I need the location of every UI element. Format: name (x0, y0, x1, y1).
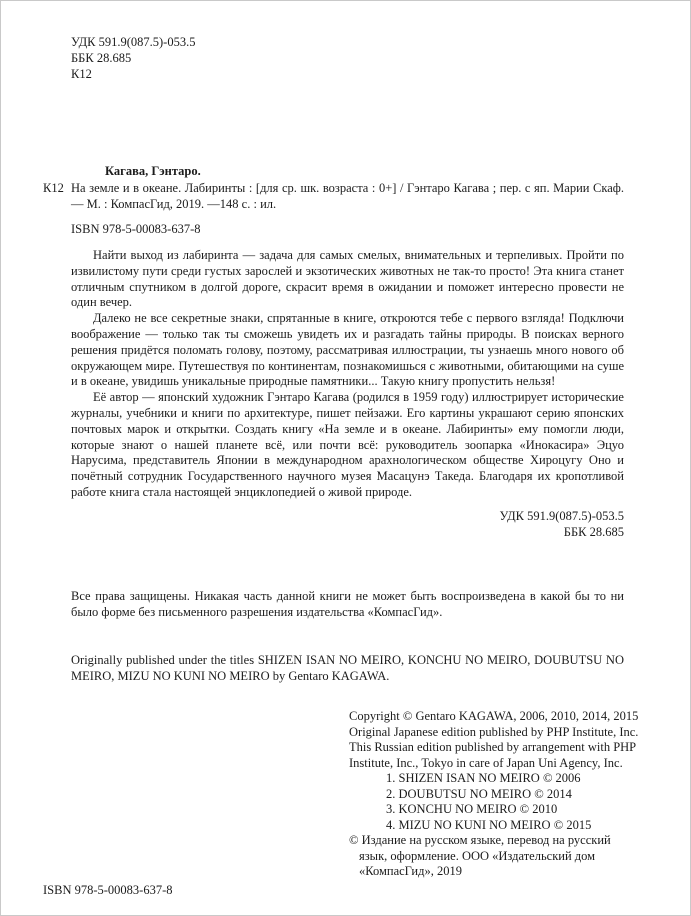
annotation-paragraph-3: Её автор — японский художник Гэнтаро Кагава (родился в 1959 году) иллюстрирует исторические журналы, учебники и книги по архитектуре, пишет пейзажи. Его картины украшают серию японских почтовых марок и открытки. Создать книгу «На земле и в океане. Лабиринты» ему помогли люди, которые знают о нашей планете всё, или почти всё: руководитель зоопарка «Инокасира» Эцуо Нарусима, представитель Японии в международном арахнологическом обществе Хироцугу Оно и почётный сотрудник Государственного научного музея Масацунэ Такеда. Благодаря их кропотливой работе книга стала настоящей энциклопедией о живой природе. (71, 390, 624, 499)
entry-description: На земле и в океане. Лабиринты : [для ср. шк. возраста : 0+] / Гэнтаро Кагава ; пер. с яп. Марии Скаф. — М. : КомпасГид, 2019. —148 с. : ил. (71, 181, 624, 211)
udk-code-top: УДК 591.9(087.5)-053.5 (71, 35, 196, 49)
russian-edition-line-2: язык, оформление. ООО «Издательский дом (359, 848, 596, 863)
bbk-code-top: ББК 28.685 (71, 50, 132, 65)
copyright-line-1: Copyright © Gentaro KAGAWA, 2006, 2010, 2014, 2015 (349, 709, 639, 723)
original-publication-text: Originally published under the titles SHIZEN ISAN NO MEIRO, KONCHU NO MEIRO, DOUBUTSU NO MEIRO, MIZU NO KUNI NO MEIRO by Gentaro KAGAWA. (71, 653, 624, 683)
entry-author-sign: К12 (43, 181, 64, 195)
copyright-title-3: 3. KONCHU NO MEIRO © 2010 (386, 802, 558, 816)
original-publication-notice (71, 653, 624, 685)
copyright-title-2: 2. DOUBUTSU NO MEIRO © 2014 (386, 786, 572, 801)
udk-code-bottom: УДК 591.9(087.5)-053.5 (499, 509, 624, 523)
copyright-title-4: 4. MIZU NO KUNI NO MEIRO © 2015 (386, 817, 592, 832)
author-sign-code: К12 (71, 66, 92, 81)
rights-text: Все права защищены. Никакая часть данной книги не может быть воспроизведена в какой бы то ни было форме без письменного разрешения издательства «КомпасГид». (71, 589, 624, 619)
russian-edition-line-3: «КомпасГид», 2019 (359, 864, 462, 878)
cataloging-codes-bottom (500, 509, 624, 541)
copyright-line-2: Original Japanese edition published by PHP Institute, Inc. (349, 724, 639, 739)
isbn-bottom: ISBN 978-5-00083-637-8 (43, 883, 173, 897)
bibliographic-entry (43, 181, 624, 213)
annotation-paragraph-1: Найти выход из лабиринта — задача для самых смелых, внимательных и терпеливых. Пройти по извилистому пути среди густых зарослей и экзотических животных не так-то просто! Эта книга станет отличным спутником в долгой дороге, скрасит время в ожидании и поможет интересно провести не один вечер. (71, 248, 624, 310)
copyright-block (349, 709, 679, 880)
author-name: Кагава, Гэнтаро. (105, 164, 201, 178)
copyright-line-4: Institute, Inc., Tokyo in care of Japan Uni Agency, Inc. (349, 755, 623, 770)
copyright-title-1: 1. SHIZEN ISAN NO MEIRO © 2006 (386, 771, 581, 785)
bbk-code-bottom: ББК 28.685 (563, 524, 624, 539)
annotation-paragraph-2: Далеко не все секретные знаки, спрятанные в книге, откроются тебе с первого взгляда! Подключи воображение — только так ты сможешь увидеть их и разгадать тайны природы. В поисках верного решения придётся поломать голову, поэтому, рассматривая иллюстрации, ты узнаешь много нового об окружающем мире. Путешествуя по континентам, познакомишься с животными, обитающими на суше и в океане, увидишь уникальные природные памятники... Такую книгу пропустить нельзя! (71, 311, 624, 389)
russian-edition-line-1: © Издание на русском языке, перевод на русский (349, 833, 611, 847)
copyright-line-3: This Russian edition published by arrangement with PHP (349, 740, 637, 754)
cataloging-codes-top (71, 35, 195, 82)
isbn-top: ISBN 978-5-00083-637-8 (71, 222, 201, 236)
annotation (71, 248, 624, 501)
rights-notice (71, 589, 624, 621)
